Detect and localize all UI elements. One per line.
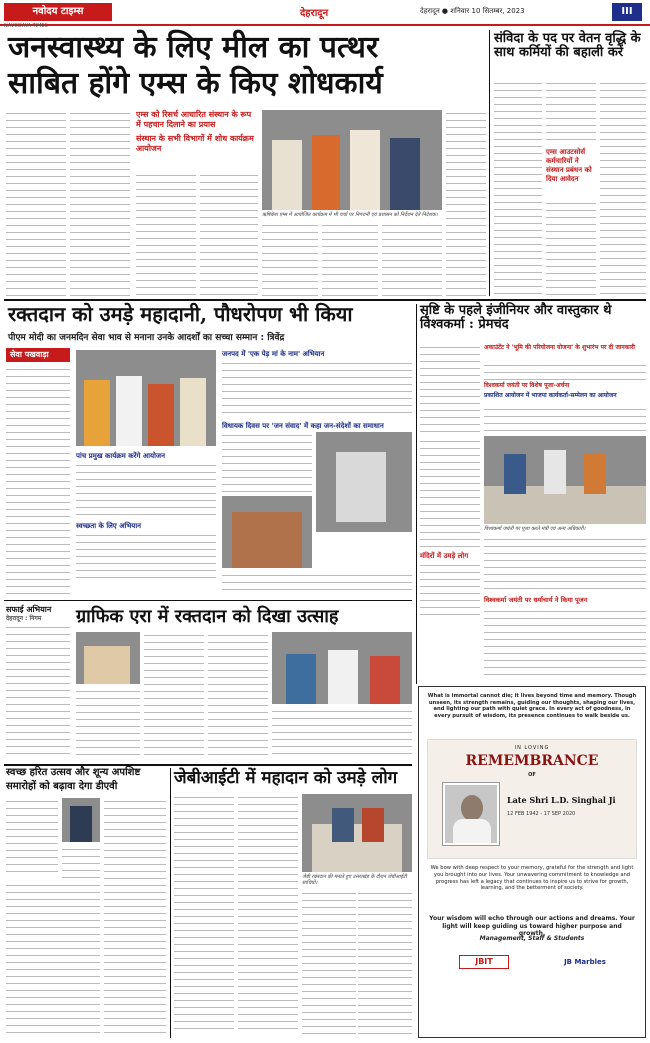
bottom-left-column-3 [104, 798, 166, 1034]
memorial-ad [418, 686, 646, 1038]
right-top-column-1 [494, 80, 542, 296]
right-mid-sub6: विश्वकर्मा जयंती पर धर्माचार्य ने किया पूजन [484, 596, 588, 604]
right-top-column-2 [546, 80, 596, 146]
graphic-headline: ग्राफिक एरा में रक्तदान को दिखा उत्साह [76, 606, 339, 627]
bottom-left-headline-2: समारोहों को बढ़ावा देगा डीएवी [6, 781, 118, 792]
lead-bullets [136, 110, 254, 168]
left-lower-title: सफाई अभियान [6, 605, 52, 614]
column-rule-3 [170, 768, 171, 1038]
story2-title: पांच प्रमुख कार्यक्रम करेंगे आयोजन [76, 452, 165, 460]
bottom-mid-headline: जेबीआईटी में महादान को उमड़े लोग [174, 768, 398, 788]
bottom-mid-caption: जेबी रक्तदान की मनाते हुए उत्तराखंड के दौरान जेबीआईटी साथियों। [302, 874, 407, 886]
right-mid-photo [484, 436, 646, 524]
right-mid-sub3: प्रकाशित आयोजन में भाजपा कार्यकर्ता-सम्मेलन का आयोजन [484, 392, 617, 399]
lead-column-5 [262, 222, 318, 296]
mid-subhead: पीएम मोदी का जनमदिन सेवा भाव से मनाना उनके आदर्शों का सच्चा सम्मान : त्रिवेंद्र [8, 333, 285, 343]
graphic-photo-2 [272, 632, 412, 704]
bottom-left-column-1 [6, 798, 58, 878]
story4-body [222, 360, 412, 416]
lead-column-4 [200, 172, 258, 296]
section-divider-3 [4, 764, 412, 766]
brand-subtitle: NAVODAYA TIMES [4, 23, 48, 29]
date-line: देहरादून ● शनिवार 10 सितम्बर, 2023 [420, 7, 525, 15]
right-top-column-3 [546, 200, 596, 296]
bottom-mid-column-4 [358, 890, 412, 1034]
column-rule [489, 30, 490, 296]
story2-body [76, 462, 216, 518]
lead-bullet-1: एम्स को रिसर्च आधारित संस्थान के रूप में पहचान दिलाने का प्रयास [136, 110, 252, 129]
memorial-tribute: We bow with deep respect to your memory, grateful for the strength and light you brought into our lives. Your unwavering commitment to knowledge and progress has left a legacy that continues to inspire us to strive for growth, learning, and the betterment of society. [430, 865, 634, 892]
right-mid-body2 [484, 406, 646, 434]
story3-body [76, 532, 216, 584]
lead-column-6 [322, 222, 378, 296]
right-top-headline: संविदा के पद पर वेतन वृद्धि के साथ कर्मियों की बहाली करें [494, 31, 641, 60]
bottom-mid-column-1 [174, 794, 234, 1034]
right-mid-sub2: विश्वकर्मा जयंती पर विशेष पूजा-अर्चना [484, 382, 570, 389]
story3-title: स्वच्छ्ता के लिए अभियान [76, 522, 142, 530]
lead-column-3 [136, 172, 196, 296]
right-mid-headline: सृष्टि के पहले इंजीनियर और वास्तुकार थे विश्वकर्मा : प्रेमचंद [420, 303, 612, 332]
bottom-left-column-4 [6, 882, 100, 1034]
brand-logo: नवोदय टाइम्स [4, 3, 112, 21]
story4-title: जनपद में 'एक पेड़ मां के नाम' अभियान [222, 350, 325, 358]
graphic-column-4 [272, 708, 412, 760]
page-number: III [612, 3, 642, 21]
lead-bullet-2: संस्थान के सभी विभागों में शोध कार्यक्रम आयोजन [136, 134, 254, 153]
memorial-in-loving: IN LOVING [514, 745, 550, 751]
mid-tag: सेवा पखवाड़ा [6, 348, 70, 362]
memorial-portrait [443, 783, 499, 845]
graphic-column-2 [144, 632, 204, 760]
jbit-logo: JBIT [459, 955, 509, 969]
right-mid-sub1: अकाउंटेंट ने 'भूमि की परियोजना योजना' के शुभारंभ पर दी जानकारी [484, 344, 635, 351]
story5-body [222, 432, 312, 492]
story6-photo [222, 496, 312, 568]
right-mid-body1 [484, 362, 646, 380]
bottom-left-headline-1: स्वच्छ हरित उत्सव और शून्य अपशिष्ट [6, 767, 141, 778]
lead-photo-caption: ऋषिकेश एम्स में आयोजित कार्यक्रम में भी चर्चा पर निगरानी एवं प्रशासन को निर्देशन देते निदेशक। [262, 212, 438, 218]
bottom-mid-column-3 [302, 890, 356, 1034]
story5-title: विधायक दिवस पर 'जन संवाद' में कहा जन-संदेशों का समाधान [222, 422, 384, 430]
lead-column-8 [446, 110, 486, 296]
graphic-photo-1 [76, 632, 140, 684]
mid-photo [76, 350, 216, 446]
bottom-left-column-2 [62, 846, 100, 878]
right-mid-body4 [484, 608, 646, 678]
lead-headline-1: जनस्वास्थ्य के लिए मील का पत्थर [8, 30, 379, 65]
memorial-closing: Your wisdom will echo through our actions and dreams. Your light will keep guiding us toward higher purpose and growth. [429, 915, 635, 937]
bottom-mid-photo [302, 794, 412, 872]
memorial-signed: Management, Staff & Students [479, 935, 585, 942]
right-mid-column-2 [420, 438, 480, 548]
left-lower-body [6, 624, 70, 760]
graphic-column-1 [76, 688, 140, 760]
bottom-left-photo [62, 798, 100, 842]
right-mid-body3 [484, 536, 646, 592]
lead-photo [262, 110, 442, 210]
right-mid-caption: विश्वकर्मा जयंती पर पूजा करते मंत्री एवं अन्य अधिकारी। [484, 526, 586, 532]
bottom-mid-column-2 [238, 794, 298, 1034]
jb-marbles-logo: JB Marbles [564, 958, 606, 966]
story5-photo [316, 432, 412, 532]
lead-column-7 [382, 222, 442, 296]
city-label: देहरादून [300, 8, 329, 19]
graphic-column-3 [208, 632, 268, 760]
mid-headline: रक्तदान को उमड़े महादानी, पौधरोपण भी किया [8, 302, 353, 326]
story6-body [222, 572, 412, 596]
right-mid-column-1 [420, 344, 480, 434]
memorial-of: OF [528, 772, 536, 778]
memorial-quote: What is immortal cannot die; it lives beyond time and memory. Though unseen, its strength remains, guiding our thoughts, shaping our lives, and lighting our path with quiet grace. In every act of goodness, in every pursuit of wisdom, its presence continues to walk beside us. [427, 693, 637, 719]
mid-column-1 [6, 366, 70, 596]
right-top-bullet: एम्स आउटसोर्स कर्मचारियों ने संस्थान प्रबंधन को दिया आवेदन [546, 148, 592, 183]
lead-column-1 [6, 110, 66, 296]
right-mid-column-3 [420, 562, 480, 618]
section-divider-2 [4, 600, 412, 601]
left-lower-sub: देहरादून : निगम [6, 615, 42, 622]
lead-column-2 [70, 110, 130, 296]
section-divider [4, 299, 646, 301]
memorial-dates: 12 FEB 1942 - 17 SEP 2020 [507, 811, 576, 817]
right-mid-sub5: मंदिरों में उमड़े लोग [420, 552, 469, 560]
memorial-remembrance: REMEMBRANCE [465, 753, 599, 769]
column-rule-2 [416, 304, 417, 684]
memorial-name: Late Shri L.D. Singhal Ji [507, 795, 616, 805]
right-top-column-4 [600, 80, 646, 296]
lead-headline-2: साबित होंगे एम्स के किए शोधकार्य [8, 66, 383, 101]
